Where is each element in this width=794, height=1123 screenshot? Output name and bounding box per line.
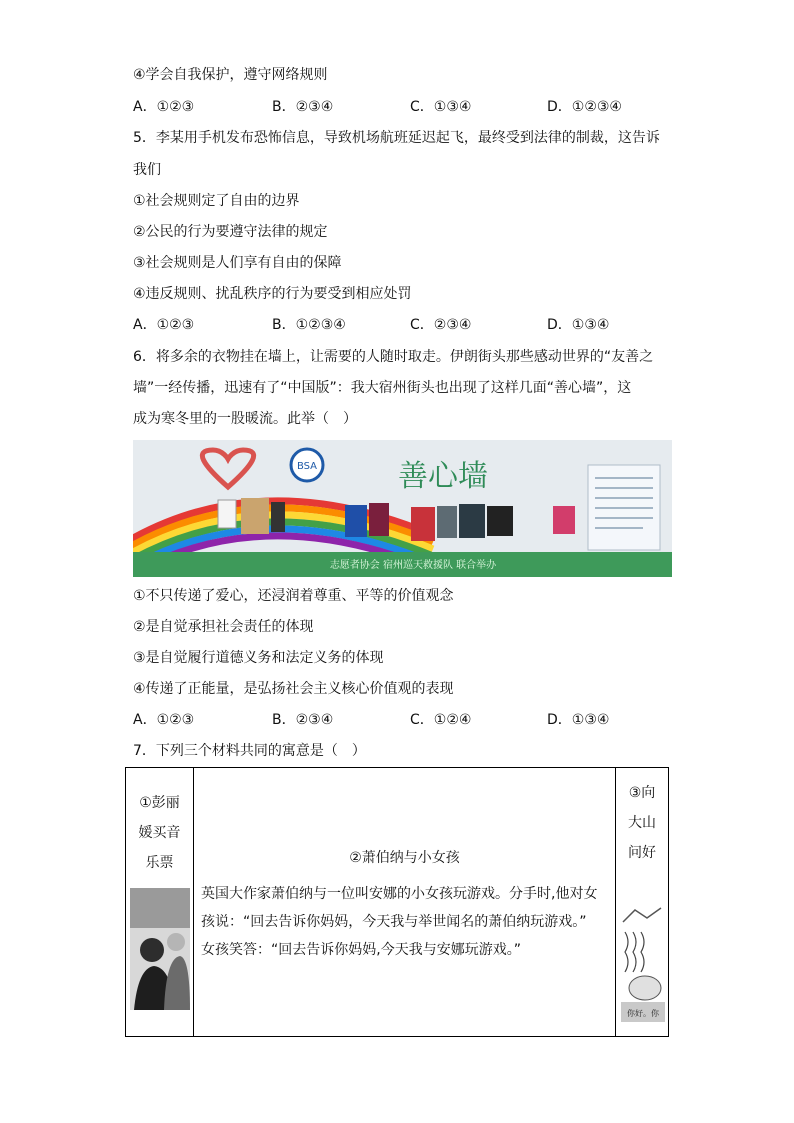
q5-option-c[interactable]: C．②③④	[410, 317, 472, 333]
q7-material-2-body-line-1: 英国大作家萧伯纳与一位叫安娜的小女孩玩游戏。分手时,他对女	[201, 886, 598, 902]
q6-statement-2: ②是自觉承担社会责任的体现	[133, 619, 314, 635]
q7-material-3-line-3: 问好	[628, 845, 656, 861]
q4-option-d[interactable]: D．①②③④	[547, 99, 622, 115]
q5-statement-3: ③社会规则是人们享有自由的保障	[133, 255, 342, 271]
q5-option-b[interactable]: B．①②③④	[272, 317, 346, 333]
cartoon-caption: 你好。你	[627, 1009, 659, 1018]
q7-material-3-line-1: ③向	[628, 785, 656, 801]
q7-stem: 7．下列三个材料共同的寓意是（ ）	[133, 743, 366, 759]
q4-option-a[interactable]: A．①②③	[133, 99, 195, 115]
q7-material-3-cartoon	[621, 902, 665, 1022]
q6-statement-4: ④传递了正能量，是弘扬社会主义核心价值观的表现	[133, 681, 454, 697]
q6-stem-line-3: 成为寒冬里的一股暖流。此举（ ）	[133, 411, 357, 427]
q4-statement-4: ④学会自我保护，遵守网络规则	[133, 67, 328, 83]
q5-statement-4: ④违反规则、扰乱秩序的行为要受到相应处罚	[133, 286, 412, 302]
banner-footer-text: 志愿者协会 宿州巡天救援队 联合举办	[329, 560, 497, 571]
q6-option-c[interactable]: C．①②④	[410, 712, 472, 728]
q5-statement-2: ②公民的行为要遵守法律的规定	[133, 224, 328, 240]
kindness-wall-photo	[133, 440, 672, 577]
q7-material-1-cell	[126, 768, 194, 1037]
q6-option-b[interactable]: B．②③④	[272, 712, 334, 728]
q4-option-b[interactable]: B．②③④	[272, 99, 334, 115]
q7-material-table	[125, 767, 669, 1037]
q7-material-1-line-2: 媛买音	[138, 825, 181, 841]
q6-option-d[interactable]: D．①③④	[547, 712, 610, 728]
q7-material-1-line-1: ①彭丽	[139, 795, 180, 811]
banner-title: 善心墙	[398, 459, 488, 494]
q4-option-c[interactable]: C．①③④	[410, 99, 472, 115]
q5-statement-1: ①社会规则定了自由的边界	[133, 193, 300, 209]
q5-option-d[interactable]: D．①③④	[547, 317, 610, 333]
q6-statement-3: ③是自觉履行道德义务和法定义务的体现	[133, 650, 384, 666]
q7-material-2-cell	[194, 768, 616, 1037]
q6-statement-1: ①不只传递了爱心，还浸润着尊重、平等的价值观念	[133, 588, 454, 604]
q7-material-1-line-3: 乐票	[145, 855, 174, 871]
q6-option-a[interactable]: A．①②③	[133, 712, 195, 728]
q7-material-2-title: ②萧伯纳与小女孩	[349, 850, 460, 866]
q7-material-1-photo	[130, 888, 190, 1010]
q7-material-3-line-2: 大山	[628, 815, 656, 831]
q7-material-2-body	[201, 880, 609, 964]
q7-material-2-body-line-2: 孩说：“回去告诉你妈妈，今天我与举世闻名的萧伯纳玩游戏。”	[201, 914, 587, 930]
q5-option-a[interactable]: A．①②③	[133, 317, 195, 333]
q5-stem-line-2: 我们	[133, 162, 161, 178]
kindness-wall-illustration	[133, 440, 672, 577]
q5-stem-line-1: 5．李某用手机发布恐怖信息，导致机场航班延迟起飞，最终受到法律的制裁，这告诉	[133, 130, 660, 146]
q6-stem-line-1: 6．将多余的衣物挂在墙上，让需要的人随时取走。伊朗街头那些感动世界的“友善之	[133, 349, 654, 365]
q6-stem-line-2: 墙”一经传播，迅速有了“中国版”：我大宿州街头也出现了这样几面“善心墙”，这	[133, 380, 632, 396]
q7-material-2-body-line-3: 女孩笑答：“回去告诉你妈妈,今天我与安娜玩游戏。”	[201, 942, 521, 958]
q7-material-3-cell	[616, 768, 669, 1037]
logo-text: BSA	[296, 461, 318, 472]
